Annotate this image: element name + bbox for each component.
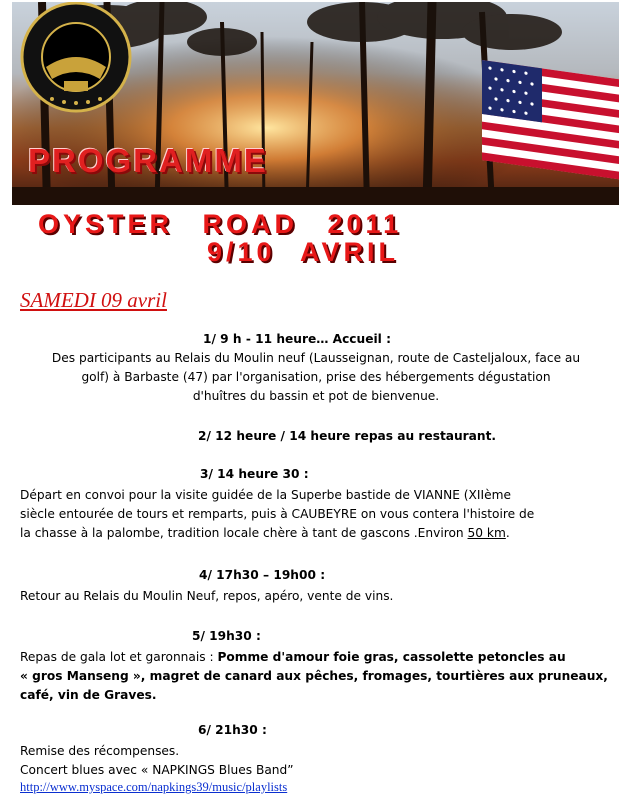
- item-1-body: [14, 349, 618, 406]
- item-3-line: siècle entourée de tours et remparts, puis à CAUBEYRE on vous contera l'histoire de: [20, 507, 535, 521]
- item-1-line: golf) à Barbaste (47) par l'organisation, prise des hébergements dégustation: [81, 370, 551, 384]
- programme-heading: PROGRAMME: [28, 142, 268, 179]
- playlist-link[interactable]: http://www.myspace.com/napkings39/music/playlists: [20, 780, 288, 794]
- item-3-line: Départ en convoi pour la visite guidée de la Superbe bastide de VIANNE (XIIème: [20, 488, 511, 502]
- day-title: SAMEDI 09 avril: [20, 288, 167, 312]
- item-5-body: [20, 648, 620, 705]
- item-1-line: Des participants au Relais du Moulin neuf (Lausseignan, route de Casteljaloux, face au: [51, 351, 581, 365]
- item-1-heading: 1/ 9 h - 11 heure… Accueil :: [203, 332, 391, 346]
- event-dates: 9/10 AVRIL: [207, 237, 400, 267]
- item-5-line: Repas de gala lot et garonnais : Pomme d'amour foie gras, cassolette petoncles au: [20, 650, 566, 664]
- us-flag-icon: [482, 60, 619, 179]
- item-5-heading: 5/ 19h30 :: [192, 629, 261, 643]
- event-title: OYSTER ROAD 2011: [38, 209, 403, 239]
- distance-value: 50 km: [467, 526, 506, 540]
- item-5-line: « gros Manseng », magret de canard aux pêches, fromages, tourtières aux pruneaux,: [20, 669, 608, 683]
- item-6-heading: 6/ 21h30 :: [198, 723, 267, 737]
- item-6-line: Remise des récompenses.: [20, 744, 180, 758]
- goldwing-club-logo: [22, 3, 130, 111]
- item-4-line: Retour au Relais du Moulin Neuf, repos, apéro, vente de vins.: [20, 589, 394, 603]
- item-5-line: café, vin de Graves.: [20, 688, 157, 702]
- item-2-heading: 2/ 12 heure / 14 heure repas au restaurant.: [198, 429, 497, 443]
- item-6-body: [20, 742, 294, 780]
- item-3-heading: 3/ 14 heure 30 :: [200, 467, 309, 481]
- item-1-line: d'huîtres du bassin et pot de bienvenue.: [192, 389, 440, 403]
- item-3-body: [20, 486, 620, 543]
- item-4-heading: 4/ 17h30 – 19h00 :: [199, 568, 326, 582]
- item-6-line: Concert blues avec « NAPKINGS Blues Band”: [20, 763, 294, 777]
- item-3-line: la chasse à la palombe, tradition locale chère à tant de gascons .Environ 50 km.: [20, 526, 510, 540]
